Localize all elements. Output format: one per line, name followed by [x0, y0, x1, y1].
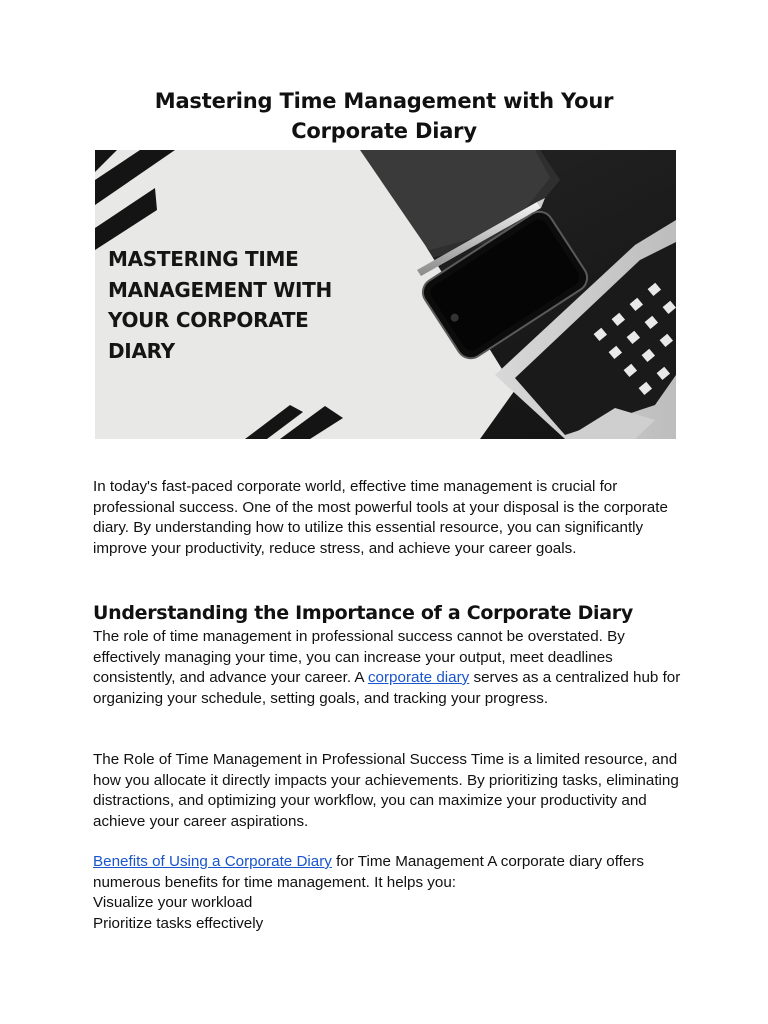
page-title: Mastering Time Management with Your Corporate Diary	[154, 89, 614, 143]
paragraph-text: for Time Management A corporate diary offers numerous benefits for time management. It helps you:	[93, 853, 644, 891]
paragraph-text: The role of time management in professional success cannot be overstated. By effectively managing your time, you can increase your output, meet deadlines consistently, and advance your career. A	[93, 628, 625, 686]
hero-image	[95, 150, 676, 439]
section-heading: Understanding the Importance of a Corporate Diary	[93, 602, 633, 624]
paragraph-importance	[93, 627, 683, 709]
hero-overlay-text: MASTERING TIME MANAGEMENT WITH YOUR CORPORATE DIARY	[108, 247, 332, 363]
paragraph-benefits	[93, 852, 683, 934]
list-item: Visualize your workload	[93, 894, 253, 911]
benefits-link[interactable]: Benefits of Using a Corporate Diary	[93, 853, 332, 870]
paragraph-text: serves as a centralized hub for organizing your schedule, setting goals, and tracking your progress.	[93, 669, 681, 707]
paragraph-role: The Role of Time Management in Professional Success Time is a limited resource, and how you allocate it directly impacts your achievements. By prioritizing tasks, eliminating distractions, and optimizing your workflow, you can maximize your productivity and achieve your career aspirations.	[93, 751, 679, 830]
corporate-diary-link[interactable]: corporate diary	[367, 669, 470, 686]
intro-paragraph: In today's fast-paced corporate world, effective time management is crucial for professional success. One of the most powerful tools at your disposal is the corporate diary. By understanding how to utilize this essential resource, you can significantly improve your productivity, reduce stress, and achieve your career goals.	[93, 478, 668, 557]
list-item: Prioritize tasks effectively	[93, 914, 264, 932]
